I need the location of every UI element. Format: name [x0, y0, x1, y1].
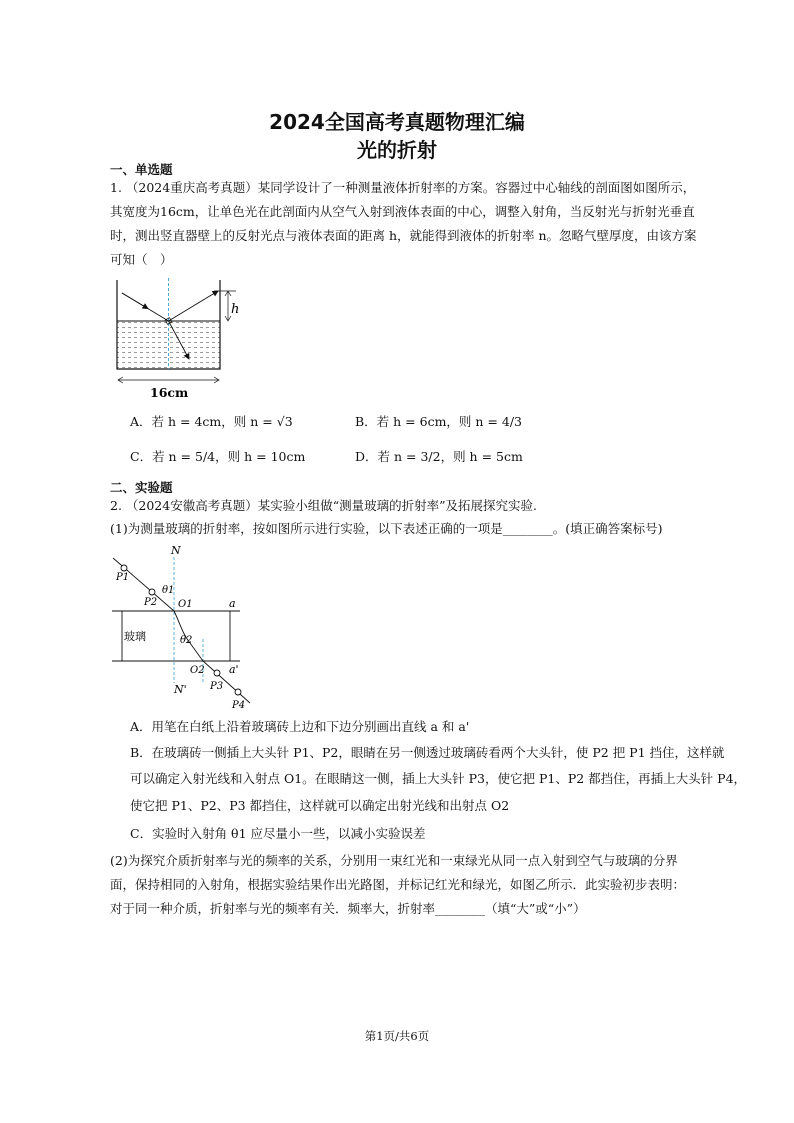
pin-p2 — [149, 589, 155, 595]
page-subtitle: 光的折射 — [357, 138, 437, 162]
q2-option-b-line2: 可以确定入射光线和入射点 O1。在眼睛这一侧，插上大头针 P3，使它把 P1、P2 都挡住，再插上大头针 P4， — [130, 771, 747, 786]
label-theta2: θ2 — [180, 635, 193, 646]
q1-option-c[interactable]: C．若 n = 5/4，则 h = 10cm — [130, 449, 306, 464]
q1-figure — [110, 275, 250, 405]
label-p1: P1 — [116, 572, 130, 583]
q2-text-part1: (1)为测量玻璃的折射率，按如图所示进行实验，以下表述正确的一项是________。(填正确答案标号) — [110, 521, 663, 536]
page-footer: 第1页/共6页 — [364, 1029, 430, 1043]
q1-text-line2: 其宽度为16cm，让单色光在此剖面内从空气入射到液体表面的中心，调整入射角，当反射光与折射光垂直 — [110, 204, 695, 219]
label-theta1: θ1 — [162, 585, 175, 596]
label-a: a — [229, 597, 236, 610]
pin-p4 — [235, 689, 241, 695]
label-o2: O2 — [190, 665, 205, 676]
q2-text-line1: 2. （2024安徽高考真题）某实验小组做“测量玻璃的折射率”及拓展探究实验. — [110, 498, 537, 513]
label-n: N — [171, 544, 181, 557]
pin-p1 — [121, 565, 127, 571]
q1-option-b[interactable]: B．若 h = 6cm，则 n = 4/3 — [355, 414, 522, 429]
glass-label: 玻璃 — [124, 630, 146, 643]
q2-part2-line1: (2)为探究介质折射率与光的频率的关系，分别用一束红光和一束绿光从同一点入射到空气与玻璃的分界 — [110, 853, 678, 868]
section-heading-experiment: 二、实验题 — [110, 480, 173, 495]
q2-figure — [110, 543, 260, 713]
h-label: h — [231, 302, 240, 317]
label-a-prime: a' — [229, 663, 239, 676]
label-p4: P4 — [232, 700, 246, 711]
q2-part2-line3: 对于同一种介质，折射率与光的频率有关．频率大，折射率________（填“大”或“小”） — [110, 901, 586, 916]
q2-option-a[interactable]: A．用笔在白纸上沿着玻璃砖上边和下边分别画出直线 a 和 a' — [130, 719, 470, 734]
q1-text-line1: 1. （2024重庆高考真题）某同学设计了一种测量液体折射率的方案。容器过中心轴线的剖面图如图所示， — [110, 180, 696, 195]
label-p3: P3 — [210, 681, 224, 692]
q1-option-d[interactable]: D．若 n = 3/2，则 h = 5cm — [355, 449, 523, 464]
label-p2: P2 — [144, 597, 158, 608]
width-label: 16cm — [150, 385, 189, 400]
q2-option-b-line1[interactable]: B．在玻璃砖一侧插上大头针 P1、P2，眼睛在另一侧透过玻璃砖看两个大头针，使 P2 把 P1 挡住，这样就 — [130, 745, 725, 760]
reflected-ray — [169, 291, 219, 321]
q2-option-b-line3: 使它把 P1、P2、P3 都挡住，这样就可以确定出射光线和出射点 O2 — [130, 798, 510, 813]
q1-option-a[interactable]: A．若 h = 4cm，则 n = √3 — [130, 414, 293, 429]
q1-text-line4: 可知（ ） — [110, 252, 173, 267]
label-o1: O1 — [178, 599, 193, 610]
q2-option-c[interactable]: C．实验时入射角 θ1 应尽量小一些，以减小实验误差 — [130, 826, 426, 841]
page-title: 2024全国高考真题物理汇编 — [269, 110, 525, 134]
q2-part2-line2: 面，保持相同的入射角，根据实验结果作出光路图，并标记红光和绿光，如图乙所示．此实验初步表明： — [110, 877, 686, 892]
section-heading-single-choice: 一、单选题 — [110, 162, 173, 177]
pin-p3 — [214, 670, 220, 676]
label-n-prime: N' — [174, 683, 187, 696]
q1-text-line3: 时，测出竖直器壁上的反射光点与液体表面的距离 h，就能得到液体的折射率 n。忽略气壁厚度，由该方案 — [110, 228, 697, 243]
